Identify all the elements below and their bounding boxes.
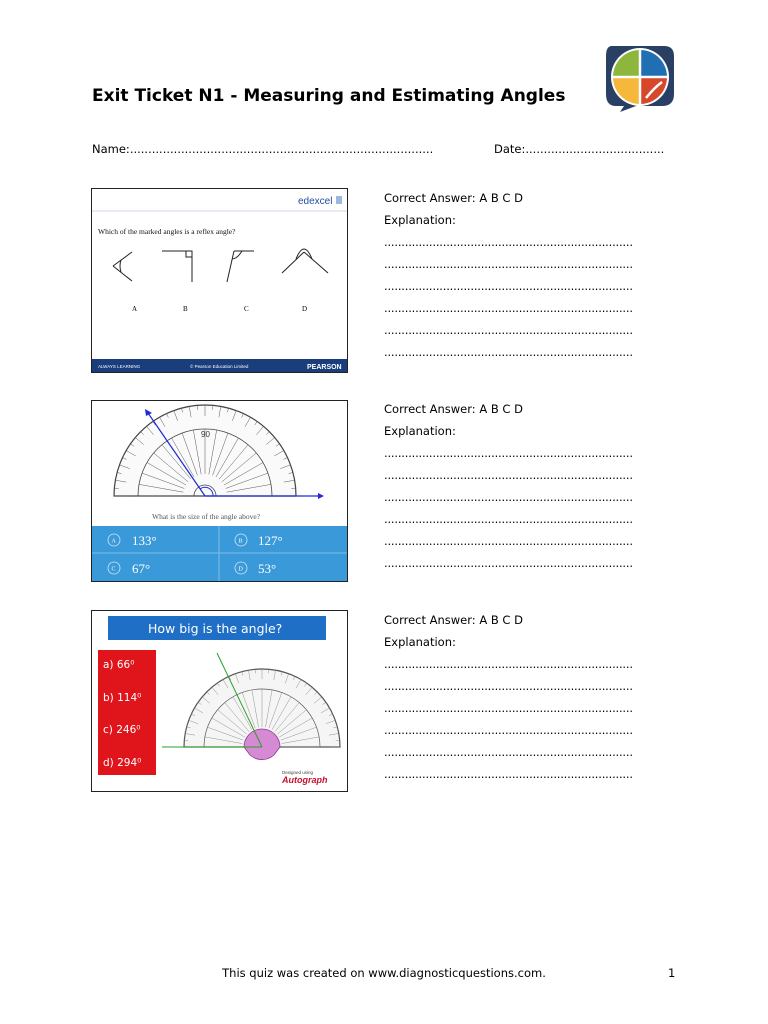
- answer-section-2[interactable]: [384, 401, 676, 577]
- q2-option-b-value: 127°: [258, 533, 283, 548]
- date-field[interactable]: [494, 142, 664, 156]
- explanation-line[interactable]: ........................................................................: [384, 767, 633, 781]
- q3-option-b: b) 114⁰: [103, 692, 142, 704]
- q3-option-a: a) 66⁰: [103, 659, 135, 671]
- q1-footer-left: ALWAYS LEARNING: [98, 364, 141, 369]
- page-title: Exit Ticket N1 - Measuring and Estimating Angles: [92, 86, 566, 106]
- answer-section-3[interactable]: [384, 612, 676, 788]
- explanation-line[interactable]: ........................................................................: [384, 679, 633, 693]
- date-dots: ......................................: [525, 142, 665, 156]
- q2-option-d-value: 53°: [258, 561, 277, 576]
- explanation-line[interactable]: ........................................................................: [384, 301, 633, 315]
- explanation-label-2: Explanation:: [384, 424, 456, 438]
- explanation-line[interactable]: ........................................................................: [384, 556, 633, 570]
- q1-footer-mid: © Pearson Education Limited: [190, 364, 249, 369]
- explanation-line[interactable]: ........................................................................: [384, 512, 633, 526]
- q3-title: How big is the angle?: [148, 621, 283, 636]
- explanation-line[interactable]: ........................................................................: [384, 701, 633, 715]
- explanation-line[interactable]: ........................................................................: [384, 235, 633, 249]
- page-number: 1: [668, 966, 676, 980]
- option-c-label: C: [244, 305, 249, 313]
- date-label: Date:: [494, 142, 526, 156]
- explanation-line[interactable]: ........................................................................: [384, 723, 633, 737]
- explanation-line[interactable]: ........................................................................: [384, 468, 633, 482]
- q2-option-c-letter: C: [111, 566, 116, 573]
- option-d-label: D: [302, 305, 308, 313]
- explanation-line[interactable]: ........................................................................: [384, 323, 633, 337]
- name-dots: ...................................................................................: [129, 142, 434, 156]
- explanation-line[interactable]: ........................................................................: [384, 745, 633, 759]
- question-2-image: [91, 400, 348, 582]
- q3-option-c: c) 246⁰: [103, 724, 141, 736]
- option-b-label: B: [183, 305, 188, 313]
- question-3-image: [91, 610, 348, 792]
- explanation-line[interactable]: ........................................................................: [384, 534, 633, 548]
- explanation-line[interactable]: ........................................................................: [384, 446, 633, 460]
- name-field[interactable]: [92, 142, 433, 156]
- q2-option-b-letter: B: [238, 538, 243, 545]
- pearson-brand: PEARSON: [307, 364, 342, 371]
- correct-answer-3[interactable]: Correct Answer: A B C D: [384, 613, 523, 627]
- q2-option-c-value: 67°: [132, 561, 151, 576]
- diagnostic-questions-logo-icon: [602, 42, 678, 114]
- page-footer: This quiz was created on www.diagnosticquestions.com.: [222, 966, 546, 980]
- autograph-brand: Autograph: [282, 775, 328, 785]
- question-1-image: [91, 188, 348, 373]
- question-2-text: What is the size of the angle above?: [152, 512, 261, 521]
- option-a-label: A: [132, 305, 138, 313]
- autograph-small: Designed using: [282, 770, 314, 775]
- q2-option-a-value: 133°: [132, 533, 157, 548]
- question-1-text: Which of the marked angles is a reflex angle?: [98, 227, 236, 236]
- explanation-label-1: Explanation:: [384, 213, 456, 227]
- correct-answer-1[interactable]: Correct Answer: A B C D: [384, 191, 523, 205]
- name-label: Name:: [92, 142, 130, 156]
- q2-option-d-letter: D: [238, 566, 243, 573]
- q3-option-d: d) 294⁰: [103, 757, 142, 769]
- protractor-90-label: 90: [201, 430, 210, 439]
- explanation-line[interactable]: ........................................................................: [384, 490, 633, 504]
- explanation-line[interactable]: ........................................................................: [384, 279, 633, 293]
- correct-answer-2[interactable]: Correct Answer: A B C D: [384, 402, 523, 416]
- explanation-line[interactable]: ........................................................................: [384, 657, 633, 671]
- answer-section-1[interactable]: [384, 190, 676, 366]
- edexcel-brand: edexcel: [298, 196, 333, 207]
- explanation-label-3: Explanation:: [384, 635, 456, 649]
- q2-option-a-letter: A: [111, 538, 116, 545]
- explanation-line[interactable]: ........................................................................: [384, 345, 633, 359]
- explanation-line[interactable]: ........................................................................: [384, 257, 633, 271]
